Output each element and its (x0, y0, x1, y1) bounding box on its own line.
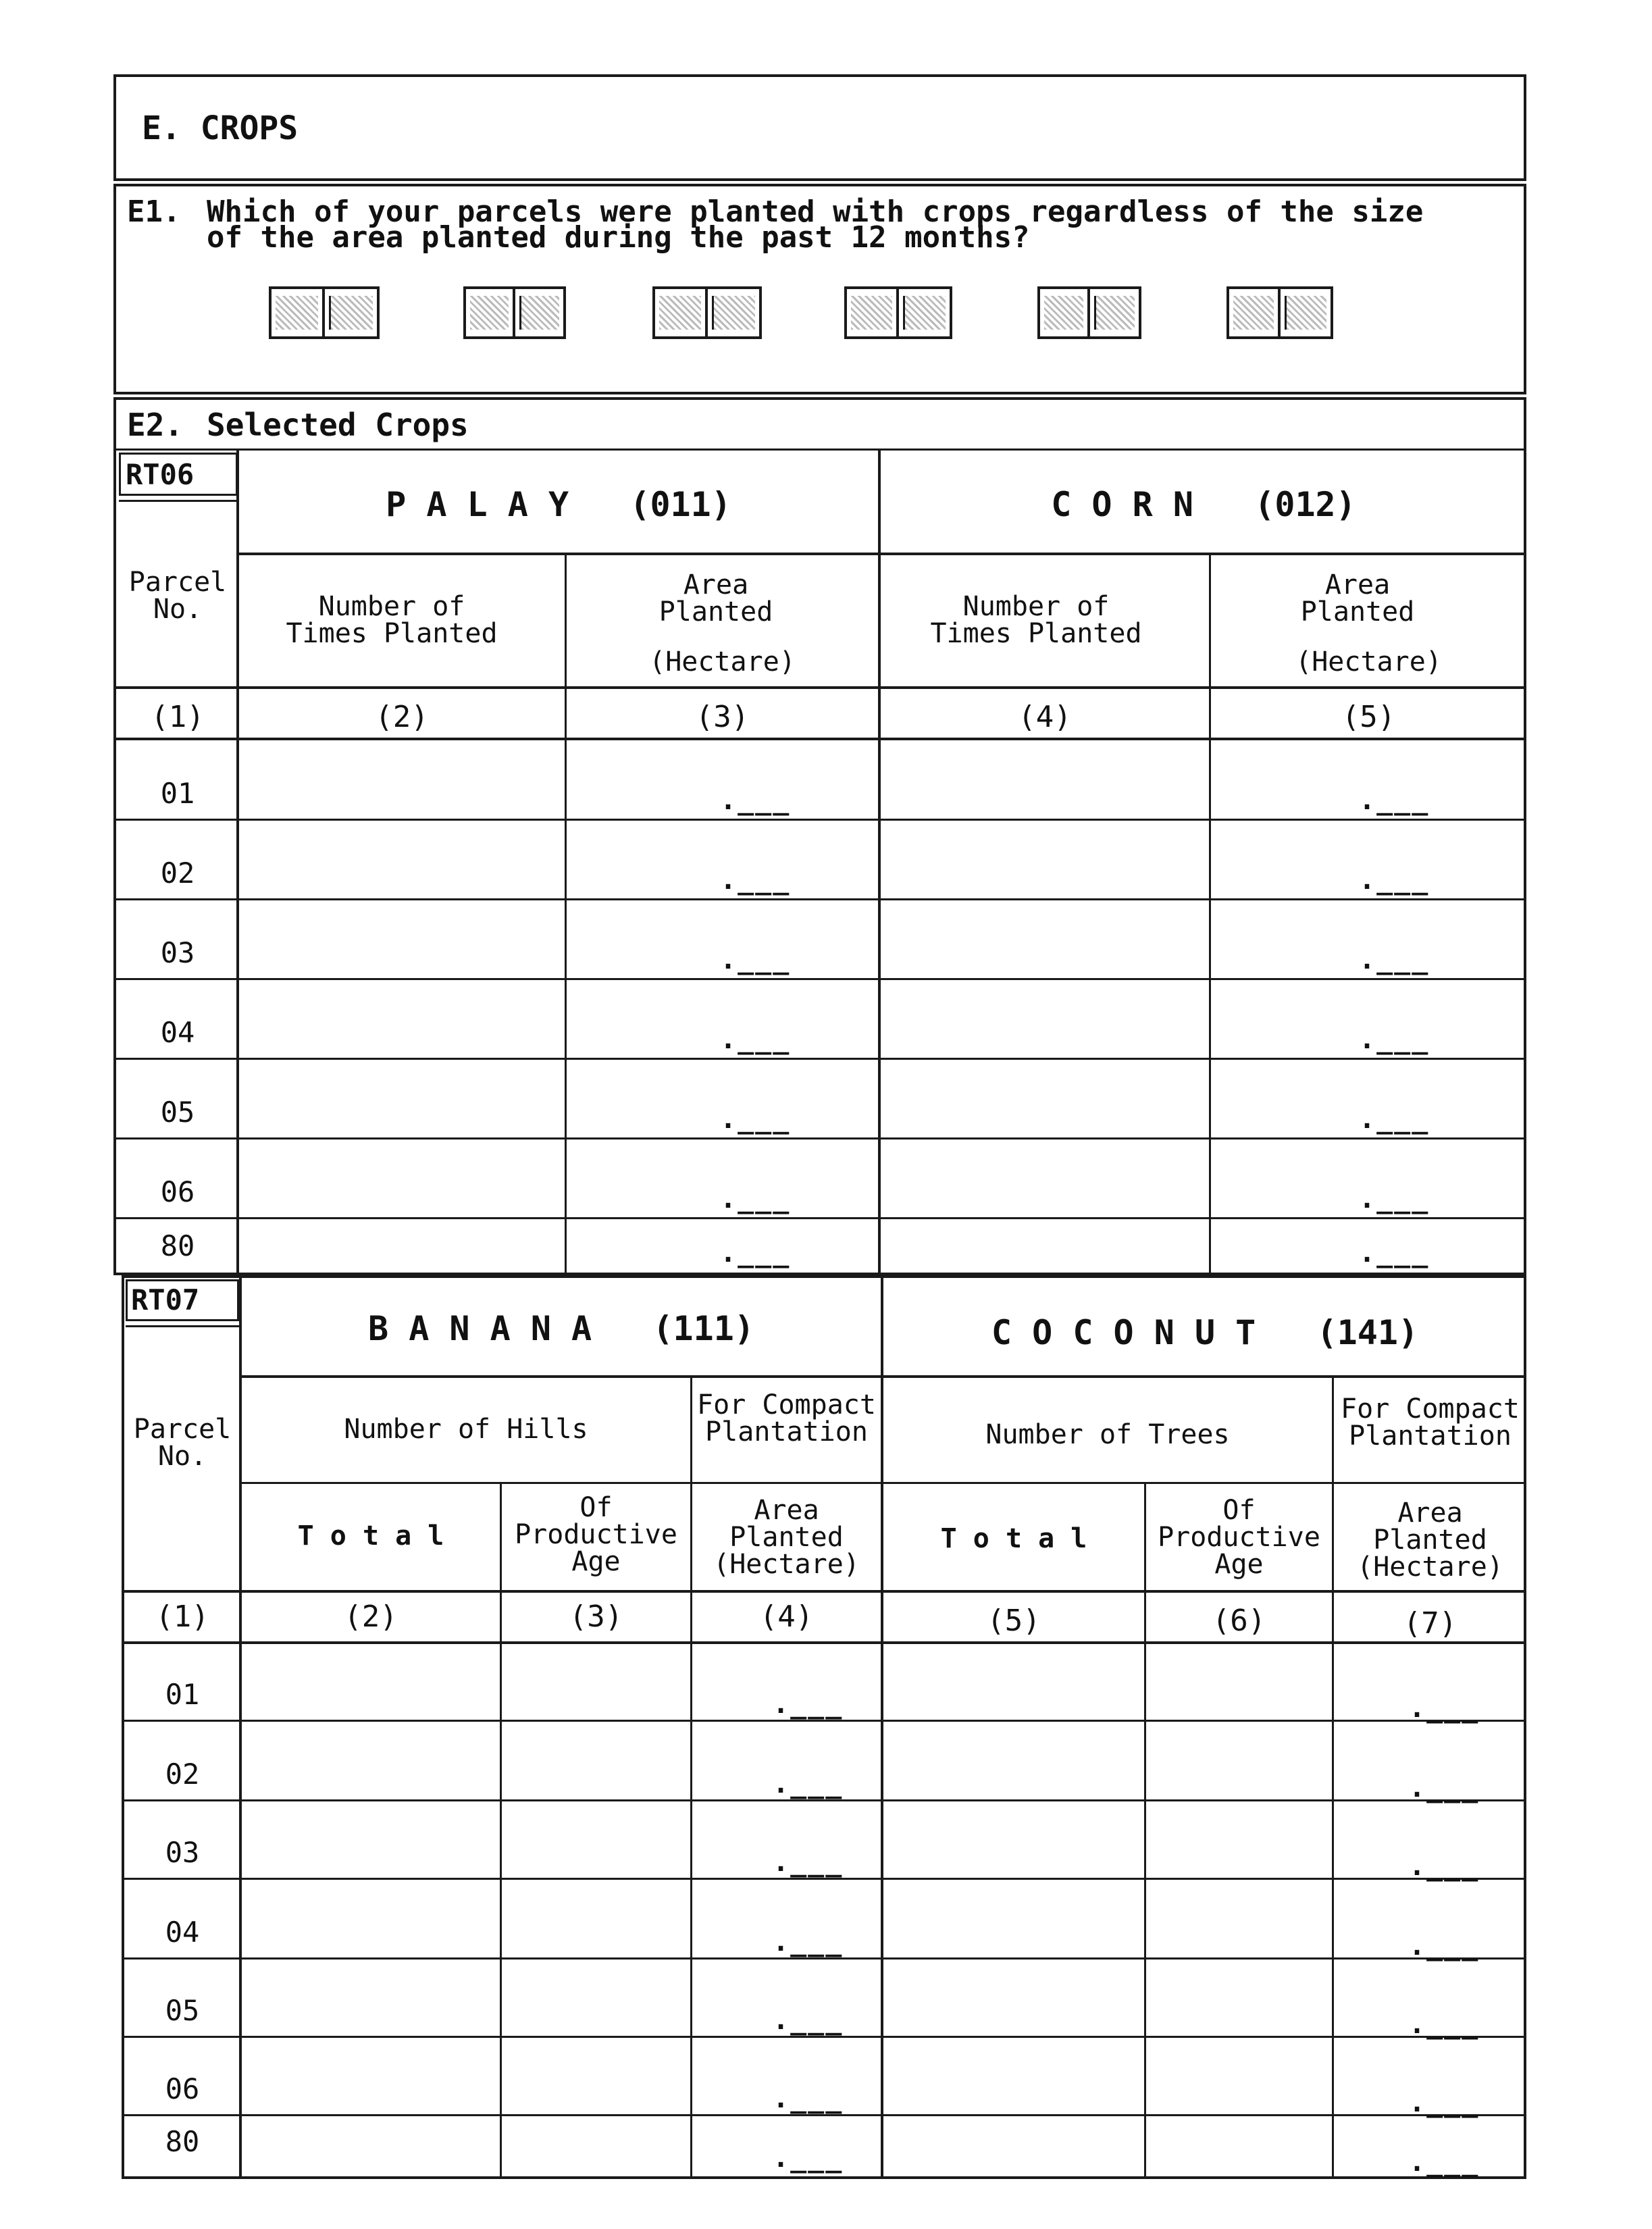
e1-question-line2: of the area planted during the past 12 months? (207, 220, 1030, 255)
e1-question-line1: Which of your parcels were planted with crops regardless of the size (207, 195, 1424, 229)
parcel-code-box[interactable] (1037, 286, 1141, 339)
parcel-code-box[interactable] (844, 286, 952, 339)
rt07-row-label: 80 (165, 2125, 200, 2158)
rt07-row-label: 04 (165, 1916, 200, 1949)
rt07-row-label: 03 (165, 1836, 200, 1869)
rt06-row-label: 03 (160, 936, 195, 969)
rt07-col-1: (1) (155, 1599, 209, 1634)
rt07-row-label: 02 (165, 1758, 200, 1791)
rt07-col-2: (2) (344, 1599, 398, 1634)
banana-area-entry[interactable]: .___ (773, 1689, 844, 1720)
rt07-col-7: (7) (1403, 1606, 1457, 1641)
palay-header: P A L A Y (011) (386, 485, 731, 524)
rt06-row-label: 05 (160, 1096, 195, 1129)
palay-times-planted-header: Number of Times Planted (286, 591, 498, 649)
rt06-col-5: (5) (1341, 700, 1396, 734)
palay-hectare-label: (Hectare) (649, 646, 796, 677)
coconut-area-entry[interactable]: .___ (1409, 1693, 1480, 1724)
coconut-area-entry[interactable]: .___ (1409, 2087, 1480, 2118)
coconut-productive-header: Of Productive Age (1158, 1495, 1320, 1580)
banana-area-header: Area Planted (Hectare) (713, 1495, 860, 1580)
corn-area-planted-header: Area Planted (1300, 569, 1415, 627)
rt07-row-label: 06 (165, 2072, 200, 2105)
section-e-header-box (113, 74, 1526, 181)
corn-area-entry[interactable]: .___ (1359, 1024, 1430, 1055)
palay-area-entry[interactable]: .___ (720, 1104, 791, 1135)
rt07-record-type: RT07 (131, 1283, 200, 1316)
corn-area-entry[interactable]: .___ (1359, 1104, 1430, 1135)
palay-area-entry[interactable]: .___ (720, 865, 791, 896)
rt06-col-3: (3) (695, 700, 750, 734)
parcel-code-box[interactable] (1227, 286, 1333, 339)
coconut-area-entry[interactable]: .___ (1409, 2147, 1480, 2178)
banana-area-entry[interactable]: .___ (773, 2005, 844, 2036)
coconut-header: C O C O N U T (141) (991, 1313, 1419, 1352)
rt06-row-label: 06 (160, 1175, 195, 1208)
corn-area-entry[interactable]: .___ (1359, 785, 1430, 816)
banana-area-entry[interactable]: .___ (773, 2143, 844, 2174)
rt07-col-3: (3) (569, 1599, 623, 1634)
parcel-code-box[interactable] (463, 286, 566, 339)
palay-area-entry[interactable]: .___ (720, 1237, 791, 1269)
banana-total-header: T o t a l (297, 1520, 444, 1552)
banana-compact-header: For Compact Plantation (697, 1389, 876, 1447)
rt06-col-4: (4) (1018, 700, 1072, 734)
coconut-area-header: Area Planted (Hectare) (1357, 1497, 1503, 1583)
rt06-col-2: (2) (375, 700, 429, 734)
rt06-row-label: 80 (160, 1229, 195, 1262)
rt06-col-1: (1) (151, 700, 205, 734)
palay-area-entry[interactable]: .___ (720, 1024, 791, 1055)
coconut-area-entry[interactable]: .___ (1409, 1772, 1480, 1803)
rt06-row-label: 04 (160, 1016, 195, 1049)
banana-area-entry[interactable]: .___ (773, 2083, 844, 2114)
section-title: E. CROPS (142, 109, 299, 147)
corn-area-entry[interactable]: .___ (1359, 1237, 1430, 1269)
hills-header: Number of Hills (344, 1414, 588, 1445)
banana-area-entry[interactable]: .___ (773, 1926, 844, 1957)
coconut-total-header: T o t a l (940, 1523, 1087, 1554)
coconut-area-entry[interactable]: .___ (1409, 1930, 1480, 1962)
corn-header: C O R N (012) (1051, 485, 1356, 524)
rt06-row-label: 01 (160, 777, 195, 810)
banana-area-entry[interactable]: .___ (773, 1847, 844, 1878)
banana-productive-header: Of Productive Age (515, 1492, 677, 1577)
banana-area-entry[interactable]: .___ (773, 1768, 844, 1799)
rt07-col-4: (4) (759, 1599, 814, 1634)
trees-header: Number of Trees (985, 1419, 1230, 1450)
rt07-row-label: 01 (165, 1678, 200, 1711)
rt07-col-6: (6) (1212, 1604, 1266, 1638)
parcel-code-box[interactable] (269, 286, 380, 339)
corn-area-entry[interactable]: .___ (1359, 944, 1430, 975)
palay-area-planted-header: Area Planted (659, 569, 773, 627)
e2-number: E2. (127, 407, 184, 443)
corn-area-entry[interactable]: .___ (1359, 865, 1430, 896)
coconut-area-entry[interactable]: .___ (1409, 2009, 1480, 2040)
rt07-col-5: (5) (987, 1604, 1041, 1638)
corn-times-planted-header: Number of Times Planted (930, 591, 1142, 649)
corn-hectare-label: (Hectare) (1295, 646, 1442, 677)
e2-title: Selected Crops (207, 407, 469, 443)
e1-number: E1. (127, 195, 181, 229)
rt06-record-type: RT06 (126, 458, 195, 491)
coconut-area-entry[interactable]: .___ (1409, 1851, 1480, 1882)
banana-header: B A N A N A (111) (368, 1309, 754, 1348)
palay-area-entry[interactable]: .___ (720, 1183, 791, 1214)
rt06-row-label: 02 (160, 856, 195, 890)
parcel-code-box[interactable] (652, 286, 762, 339)
corn-area-entry[interactable]: .___ (1359, 1183, 1430, 1214)
coconut-compact-header: For Compact Plantation (1341, 1393, 1520, 1452)
rt06-parcel-header: Parcel No. (128, 567, 227, 625)
rt07-parcel-header: Parcel No. (133, 1414, 232, 1472)
rt07-row-label: 05 (165, 1994, 200, 2027)
palay-area-entry[interactable]: .___ (720, 785, 791, 816)
e2-box (113, 397, 1526, 1275)
palay-area-entry[interactable]: .___ (720, 944, 791, 975)
